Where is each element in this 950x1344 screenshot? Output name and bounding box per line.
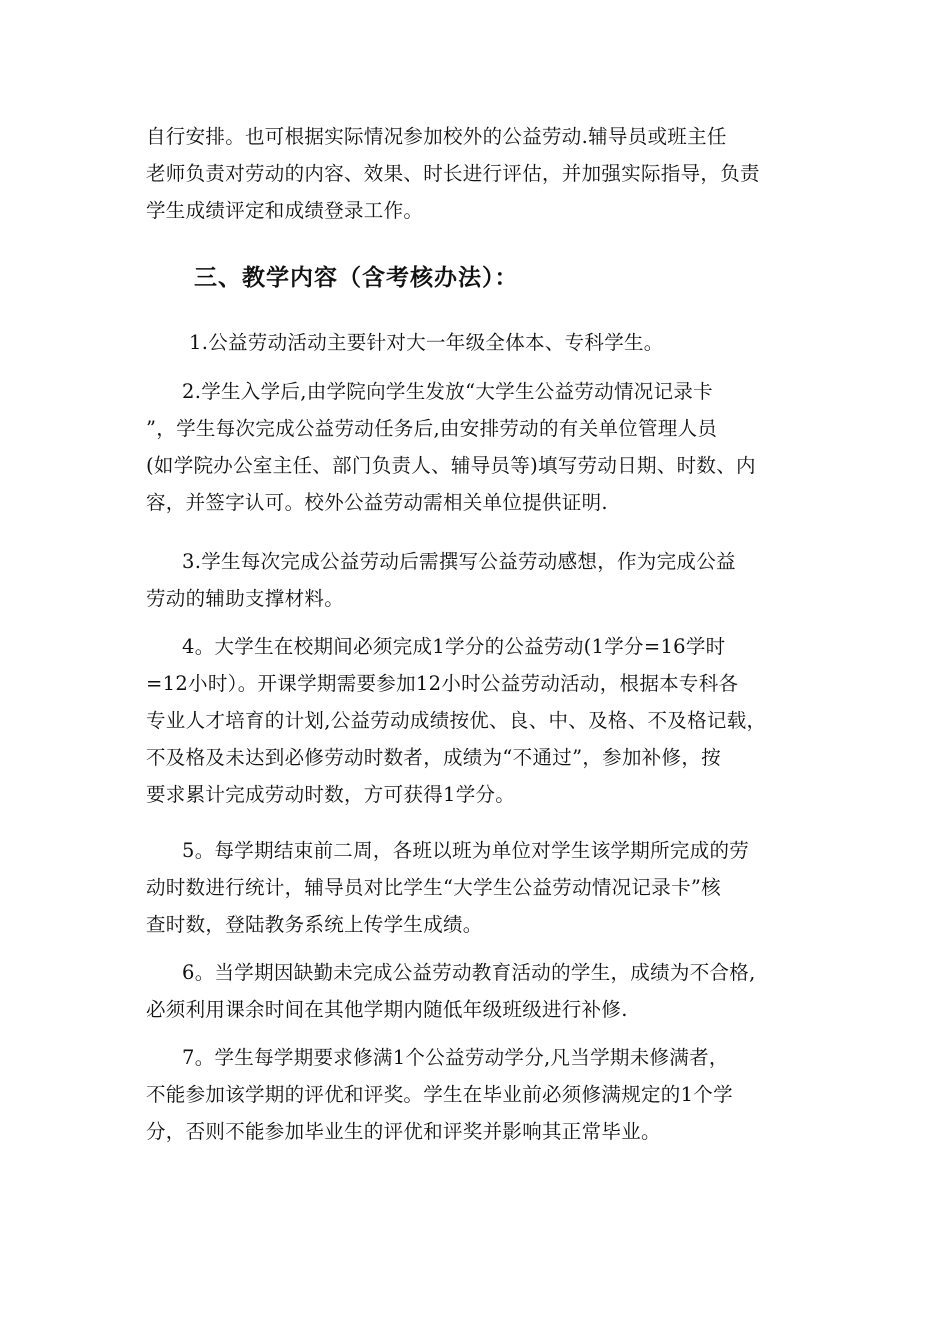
list-item-4 — [146, 628, 811, 813]
paragraph-line: ”，学生每次完成公益劳动任务后,由安排劳动的有关单位管理人员 — [146, 417, 718, 440]
paragraph-line: 不及格及未达到必修劳动时数者，成绩为“不通过”，参加补修，按 — [146, 746, 721, 769]
paragraph-line: (如学院办公室主任、部门负责人、辅导员等)填写劳动日期、时数、内 — [146, 454, 756, 477]
paragraph-line: 7。学生每学期要求修满1个公益劳动学分,凡当学期未修满者， — [182, 1046, 729, 1069]
list-item-1 — [146, 324, 811, 361]
paragraph-line: 3.学生每次完成公益劳动后需撰写公益劳动感想，作为完成公益 — [182, 550, 736, 573]
paragraph-line: 5。每学期结束前二周，各班以班为单位对学生该学期所完成的劳 — [182, 839, 750, 862]
list-item-7 — [146, 1039, 811, 1150]
paragraph-line: 专业人才培育的计划,公益劳动成绩按优、良、中、及格、不及格记载， — [146, 709, 767, 732]
list-item-3 — [146, 543, 811, 617]
paragraph-line: 劳动的辅助支撑材料。 — [146, 587, 345, 610]
paragraph-line: 学生成绩评定和成绩登录工作。 — [146, 199, 424, 222]
list-item-6 — [146, 954, 811, 1028]
section-heading: 三、教学内容（含考核办法）： — [194, 265, 519, 291]
list-item-5 — [146, 832, 811, 943]
paragraph-line: 必须利用课余时间在其他学期内随低年级班级进行补修. — [146, 998, 628, 1021]
paragraph-line: 容，并签字认可。校外公益劳动需相关单位提供证明. — [146, 491, 608, 514]
paragraph-line: 6。当学期因缺勤未完成公益劳动教育活动的学生，成绩为不合格, — [182, 961, 756, 984]
paragraph-line: 老师负责对劳动的内容、效果、时长进行评估，并加强实际指导，负责 — [146, 162, 760, 185]
paragraph-line: 1.公益劳动活动主要针对大一年级全体本、专科学生。 — [189, 331, 664, 354]
paragraph-line: 要求累计完成劳动时数，方可获得1学分。 — [146, 783, 516, 806]
paragraph-line: 查时数，登陆教务系统上传学生成绩。 — [146, 913, 483, 936]
paragraph-line: 分，否则不能参加毕业生的评优和评奖并影响其正常毕业。 — [146, 1120, 661, 1143]
paragraph-line: 不能参加该学期的评优和评奖。学生在毕业前必须修满规定的1个学 — [146, 1083, 733, 1106]
paragraph-line: 自行安排。也可根据实际情况参加校外的公益劳动.辅导员或班主任 — [146, 125, 727, 148]
paragraph-line: 动时数进行统计，辅导员对比学生“大学生公益劳动情况记录卡”核 — [146, 876, 721, 899]
paragraph-line: 4。大学生在校期间必须完成1学分的公益劳动(1学分=16学时 — [182, 635, 726, 658]
list-item-2 — [146, 373, 811, 521]
paragraph-line: =12小时）。开课学期需要参加12小时公益劳动活动，根据本专科各 — [146, 672, 739, 695]
intro-paragraph — [146, 118, 811, 229]
paragraph-line: 2.学生入学后,由学院向学生发放“大学生公益劳动情况记录卡 — [182, 380, 713, 403]
